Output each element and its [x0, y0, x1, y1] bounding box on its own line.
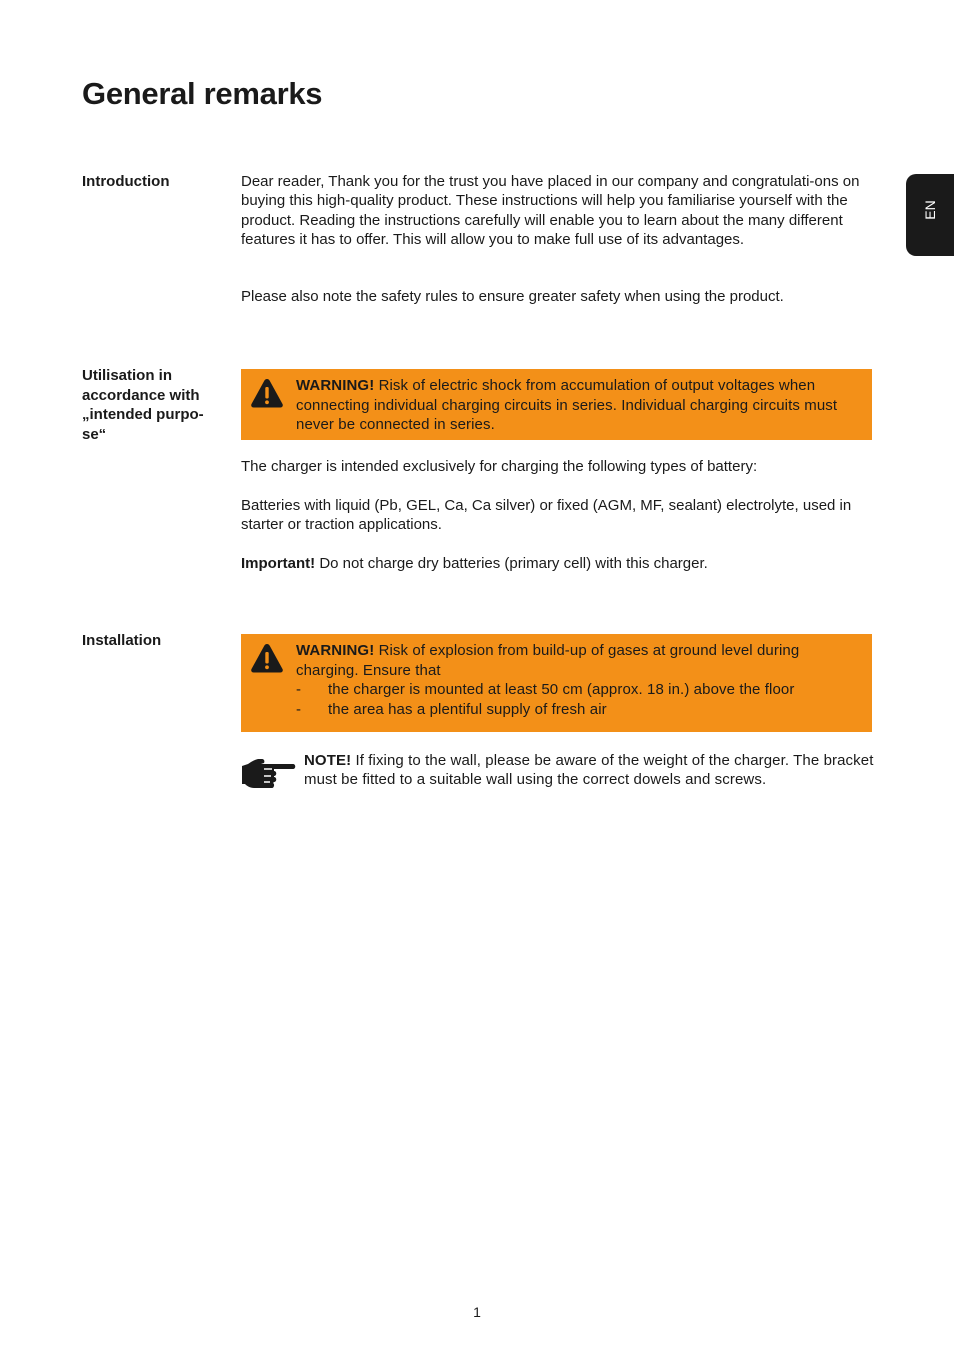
utilisation-paragraph-2: Batteries with liquid (Pb, GEL, Ca, Ca silver) or fixed (AGM, MF, sealant) electrolyte, used in starter or traction applications.	[241, 497, 852, 534]
important-keyword: Important!	[241, 555, 316, 572]
warning-bullet	[296, 700, 852, 720]
warning-text-explosion	[296, 641, 852, 680]
note-text	[304, 751, 875, 790]
page-title: General remarks	[82, 76, 323, 111]
important-notice	[241, 554, 875, 573]
introduction-paragraph-1: Dear reader, Thank you for the trust you have placed in our company and congratulati-ons on buying this high-quality product. These instructions will help you familiarise yourself with the product. Reading the instructions carefully will enable you to learn about the many different features it has to offer. This will allow you to make full use of its advantages.	[241, 173, 860, 249]
warning-message: Risk of electric shock from accumulation of output voltages when connecting individual charging circuits in series. Individual charging circuits must never be connected in series.	[296, 377, 838, 433]
warning-bullet	[296, 680, 852, 700]
bullet-dash: -	[296, 700, 302, 718]
pointing-hand-icon	[241, 755, 297, 789]
introduction-paragraph-2: Please also note the safety rules to ensure greater safety when using the product.	[241, 288, 784, 305]
section-label-installation: Installation	[82, 632, 162, 649]
bullet-text: the area has a plentiful supply of fresh air	[328, 700, 607, 718]
important-message: Do not charge dry batteries (primary cell) with this charger.	[315, 555, 708, 572]
section-label-utilisation: Utilisation in accordance with „intended purpo-se“	[82, 367, 204, 443]
language-tab-label: EN	[922, 200, 938, 220]
warning-triangle-icon	[250, 642, 284, 674]
warning-triangle-icon	[250, 377, 284, 409]
bullet-dash: -	[296, 681, 302, 698]
section-label-introduction: Introduction	[82, 173, 170, 190]
utilisation-paragraph-1: The charger is intended exclusively for charging the following types of battery:	[241, 458, 758, 475]
warning-keyword: WARNING!	[296, 377, 375, 394]
note-keyword: NOTE!	[304, 752, 352, 769]
warning-text-electric-shock	[296, 376, 852, 435]
note-block	[241, 751, 875, 790]
warning-box-electric-shock	[241, 369, 872, 440]
bullet-text: the charger is mounted at least 50 cm (approx. 18 in.) above the floor	[328, 681, 795, 698]
warning-box-explosion	[241, 634, 872, 732]
warning-keyword: WARNING!	[296, 642, 375, 659]
page-number: 1	[473, 1304, 481, 1320]
note-message: If fixing to the wall, please be aware of the weight of the charger. The bracket must be fitted to a suitable wall using the correct dowels and screws.	[304, 752, 874, 789]
warning-message: Risk of explosion from build-up of gases at ground level during charging. Ensure that	[296, 642, 800, 679]
language-tab	[906, 174, 954, 256]
